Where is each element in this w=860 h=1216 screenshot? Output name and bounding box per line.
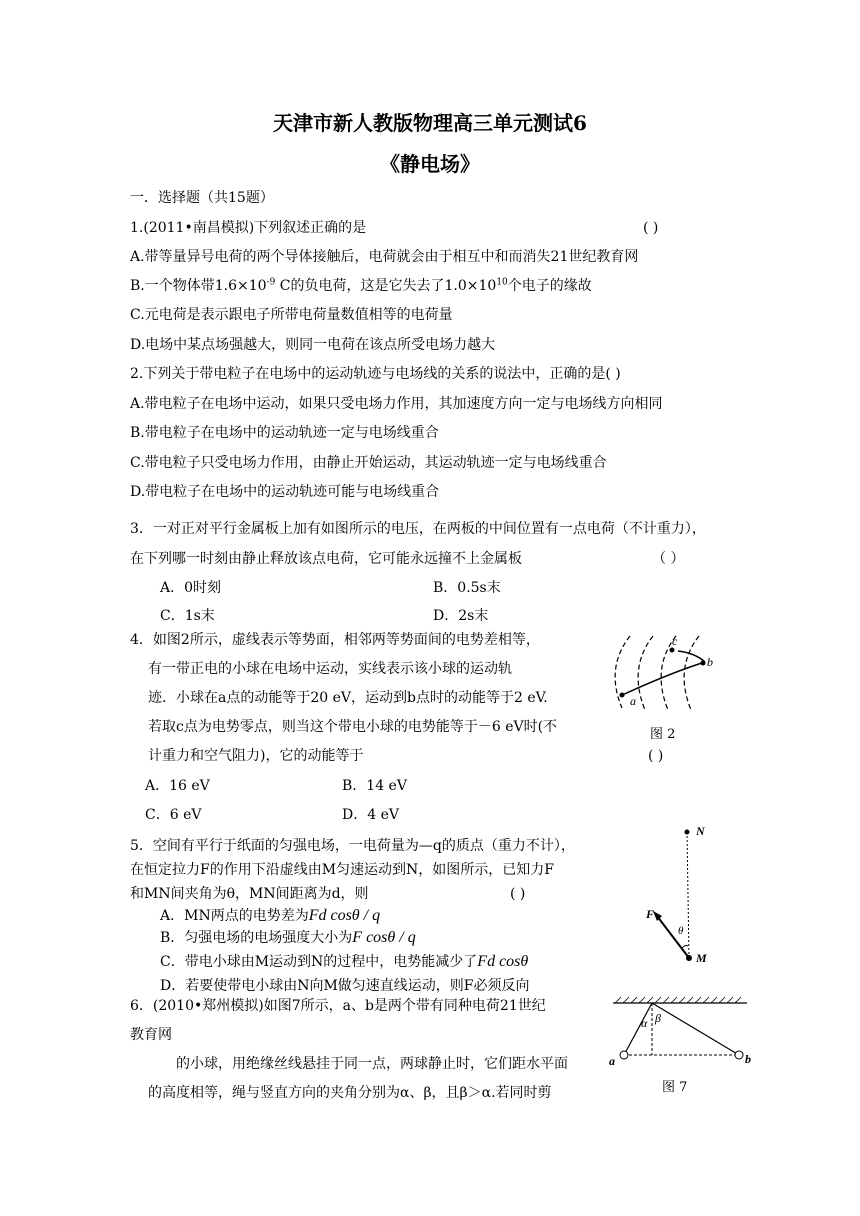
q4-line-3: 迹．小球在a点的动能等于20 eV，运动到b点时的动能等于2 eV. [148,690,548,706]
q2-stem: 2.下列关于带电粒子在电场中的运动轨迹与电场线的关系的说法中，正确的是( ) [130,366,621,382]
q4-line-2: 有一带正电的小球在电场中运动，实线表示该小球的运动轨 [148,661,512,677]
q5-option-b: B．匀强电场的电场强度大小为F cosθ / q [160,929,416,946]
q3-option-d: D．2s末 [433,608,489,624]
q4-option-a: A．16 eV [145,778,210,794]
q4-line-1: 4．如图2所示，虚线表示等势面，相邻两等势面间的电势差相等， [130,632,540,648]
figure-2-caption: 图 2 [650,727,676,742]
page-title: 天津市新人教版物理高三单元测试6 [273,111,587,135]
q4-option-b: B．14 eV [342,778,407,794]
fig5-label-theta: θ [678,925,684,937]
q3-option-c: C．1s末 [160,608,215,624]
q5-line-3: 和MN间夹角为θ，MN间距离为d，则 [130,886,369,902]
q2-option-b: B.带电粒子在电场中的运动轨迹一定与电场线重合 [130,425,439,441]
fig2-label-b: b [707,655,713,669]
q5-answer-paren: ( ) [510,886,526,902]
fig7-label-a: a [609,1054,615,1067]
q5-option-a: A．MN两点的电势差为Fd cosθ / q [160,907,381,924]
fig5-label-n: N [696,824,705,838]
page-subtitle: 《静电场》 [380,152,480,176]
q1-option-a: A.带等量异号电荷的两个导体接触后，电荷就会由于相互中和而消失21世纪教育网 [130,249,639,265]
q6-line-2: 教育网 [130,1027,172,1043]
q1-option-d: D.电场中某点场强越大，则同一电荷在该点所受电场力越大 [130,337,496,353]
q6-line-4: 的高度相等，绳与竖直方向的夹角分别为α、β，且β＞α.若同时剪 [148,1085,552,1101]
q1-option-b: B.一个物体带$1.6\times 10^{-9}$ C的负电荷，这是它失去了$1.0\times 10^{10}$个电子的缘故 [130,277,592,294]
q6-line-1: 6．(2010•郑州模拟)如图7所示，a、b是两个带有同种电荷21世纪 [130,998,546,1014]
q3-answer-paren: （ ） [652,551,685,567]
q4-line-5: 计重力和空气阻力)，它的动能等于 [148,748,364,764]
q3-option-b: B．0.5s末 [433,580,501,596]
fig7-label-alpha: α [641,1016,648,1030]
q3-line-1: 3．一对正对平行金属板上加有如图所示的电压，在两板的中间位置有一点电荷（不计重力）， [130,521,706,537]
q1-option-c: C.元电荷是表示跟电子所带电荷量数值相等的电荷量 [130,307,453,323]
q5-option-d: D．若要使带电小球由N向M做匀速直线运动，则F必须反向 [160,978,530,994]
q5-line-1: 5．空间有平行于纸面的匀强电场，一电荷量为—q的质点（重力不计）， [130,838,575,854]
q2-option-a: A.带电粒子在电场中运动，如果只受电场力作用，其加速度方向一定与电场线方向相同 [130,396,663,412]
fig5-label-f: F [646,907,655,921]
q5-option-c: C．带电小球由M运动到N的过程中，电势能减少了Fd cosθ [160,953,529,970]
figure-7-caption: 图 7 [662,1080,688,1095]
figure-q5-force-diagram [640,822,720,972]
fig7-label-beta: β [655,1011,661,1025]
q4-option-c: C．6 eV [145,807,202,823]
q2-option-d: D.带电粒子在电场中的运动轨迹可能与电场线重合 [130,484,440,500]
q3-option-a: A．0时刻 [160,580,222,596]
q4-line-4: 若取c点为电势零点，则当这个带电小球的电势能等于－6 eV时(不 [148,719,558,735]
q2-option-c: C.带电粒子只受电场力作用，由静止开始运动，其运动轨迹一定与电场线重合 [130,455,607,471]
section-heading: 一．选择题（共15题） [130,190,274,206]
figure-7-hanging-charges [605,995,755,1067]
fig2-label-c: c [672,634,678,648]
fig5-label-m: M [696,951,707,965]
q5-line-2: 在恒定拉力F的作用下沿虚线由M匀速运动到N，如图所示，已知力F [130,862,555,878]
q1-answer-paren: ( ) [643,220,659,236]
fig7-label-b: b [745,1052,751,1066]
q4-option-d: D．4 eV [342,807,399,823]
q6-line-3: 的小球，用绝缘丝线悬挂于同一点，两球静止时，它们距水平面 [176,1056,568,1072]
fig2-label-a: a [630,694,636,708]
q1-stem: 1.(2011•南昌模拟)下列叙述正确的是 [130,220,367,236]
q3-line-2: 在下列哪一时刻由静止释放该点电荷，它可能永远撞不上金属板 [130,551,522,567]
q4-answer-paren: ( ) [648,748,664,764]
